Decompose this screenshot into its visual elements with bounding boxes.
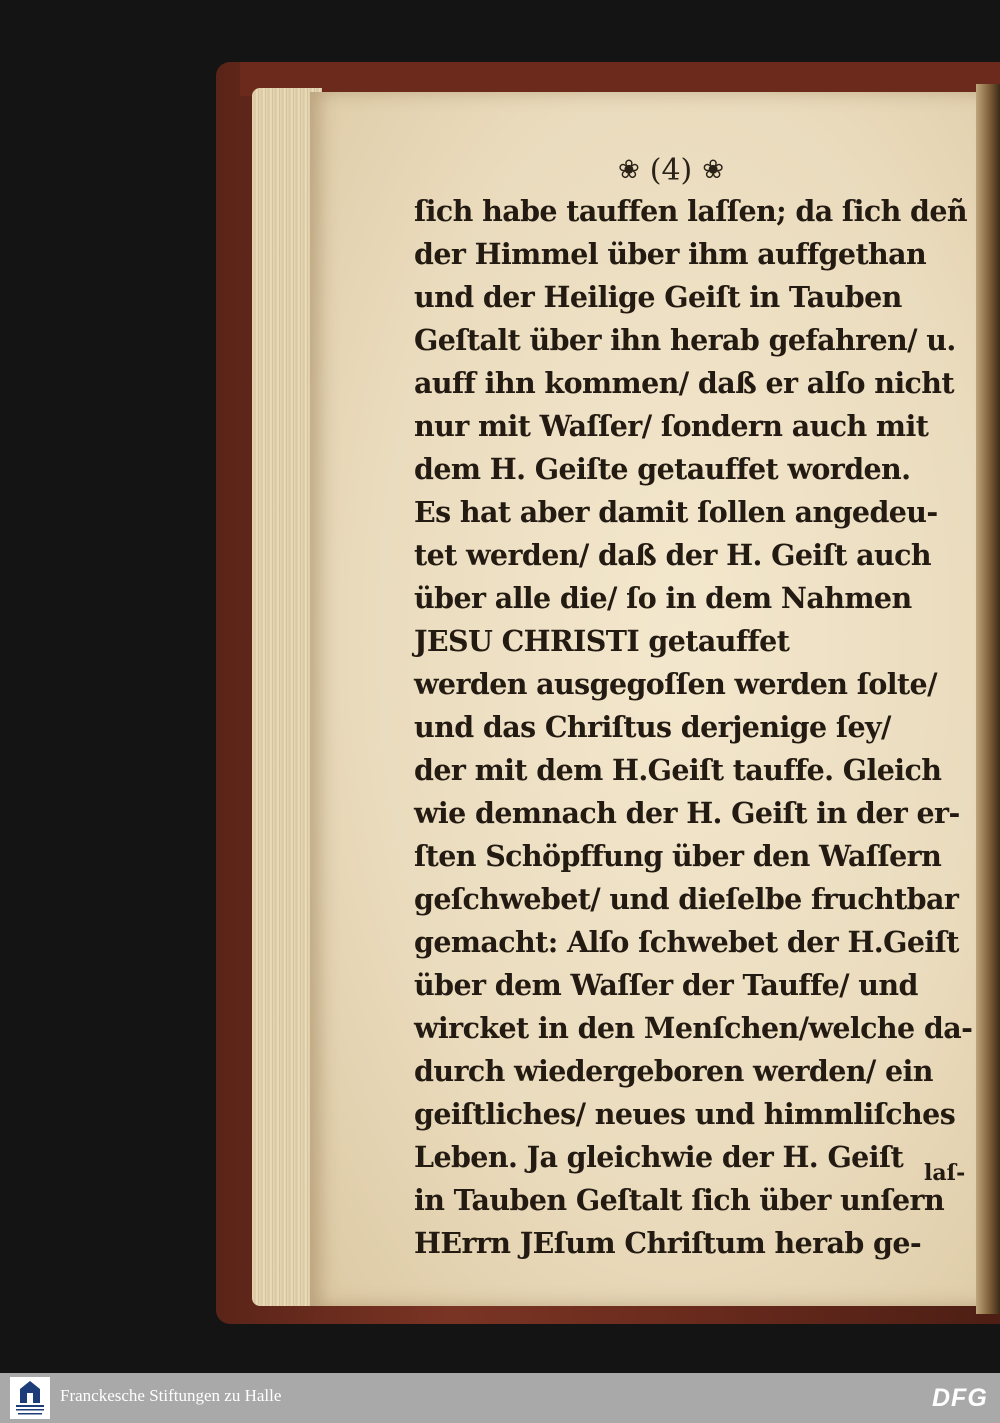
text-line: gemacht: Alſo ſchwebet der H.Geiſt	[414, 925, 959, 959]
text-line: und das Chriſtus derjenige ſey/	[414, 710, 891, 744]
ornament-left-icon: ❀	[617, 155, 640, 185]
text-line: ſten Schöpffung über den Waſſern	[414, 839, 942, 873]
page-number: (4)	[649, 152, 693, 188]
footer-bar	[0, 1373, 1000, 1423]
page-gutter	[976, 84, 1000, 1314]
text-line: tet werden/ daß der H. Geiſt auch	[414, 538, 932, 572]
text-line: über alle die/ ſo in dem Nahmen	[414, 581, 912, 615]
text-line: über dem Waſſer der Tauffe/ und	[414, 968, 918, 1002]
dfg-logo: DFG	[932, 1384, 988, 1412]
text-line: Geſtalt über ihn herab gefahren/ u.	[414, 323, 956, 357]
text-line: Leben. Ja gleichwie der H. Geiſt	[414, 1140, 904, 1174]
ornament-right-icon: ❀	[702, 155, 725, 185]
text-line: der Himmel über ihm auffgethan	[414, 237, 927, 271]
institution-name: Franckesche Stiftungen zu Halle	[60, 1386, 282, 1405]
text-line: geiſtliches/ neues und himmliſches	[414, 1097, 956, 1131]
text-line: auff ihn kommen/ daß er alſo nicht	[414, 366, 954, 400]
text-line: geſchwebet/ und dieſelbe fruchtbar	[414, 882, 959, 916]
text-line: wie demnach der H. Geiſt in der er-	[414, 796, 960, 830]
text-line: nur mit Waſſer/ ſondern auch mit	[414, 409, 929, 443]
text-line: in Tauben Geſtalt ſich über unſern	[414, 1183, 945, 1217]
text-line: werden ausgegoſſen werden ſolte/	[414, 667, 937, 701]
catchword: laſ-	[924, 1160, 966, 1186]
page-header	[566, 150, 776, 190]
cover-top-edge	[240, 62, 1000, 96]
body-text	[414, 190, 973, 1265]
text-line: HErrn JEſum Chriſtum herab ge-	[414, 1226, 922, 1260]
text-line: Es hat aber damit ſollen angedeu-	[414, 495, 938, 529]
text-line: dem H. Geiſte getauffet worden.	[414, 452, 911, 486]
text-line: wircket in den Menſchen/welche da-	[414, 1011, 973, 1045]
text-line: JESU CHRISTI getauffet	[414, 624, 790, 658]
text-line: der mit dem H.Geiſt tauffe. Gleich	[414, 753, 942, 787]
francke-logo-icon	[10, 1377, 50, 1419]
text-line: ſich habe tauffen laſſen; da ſich deñ	[414, 194, 967, 228]
text-line: durch wiedergeboren werden/ ein	[414, 1054, 933, 1088]
text-line: und der Heilige Geiſt in Tauben	[414, 280, 902, 314]
